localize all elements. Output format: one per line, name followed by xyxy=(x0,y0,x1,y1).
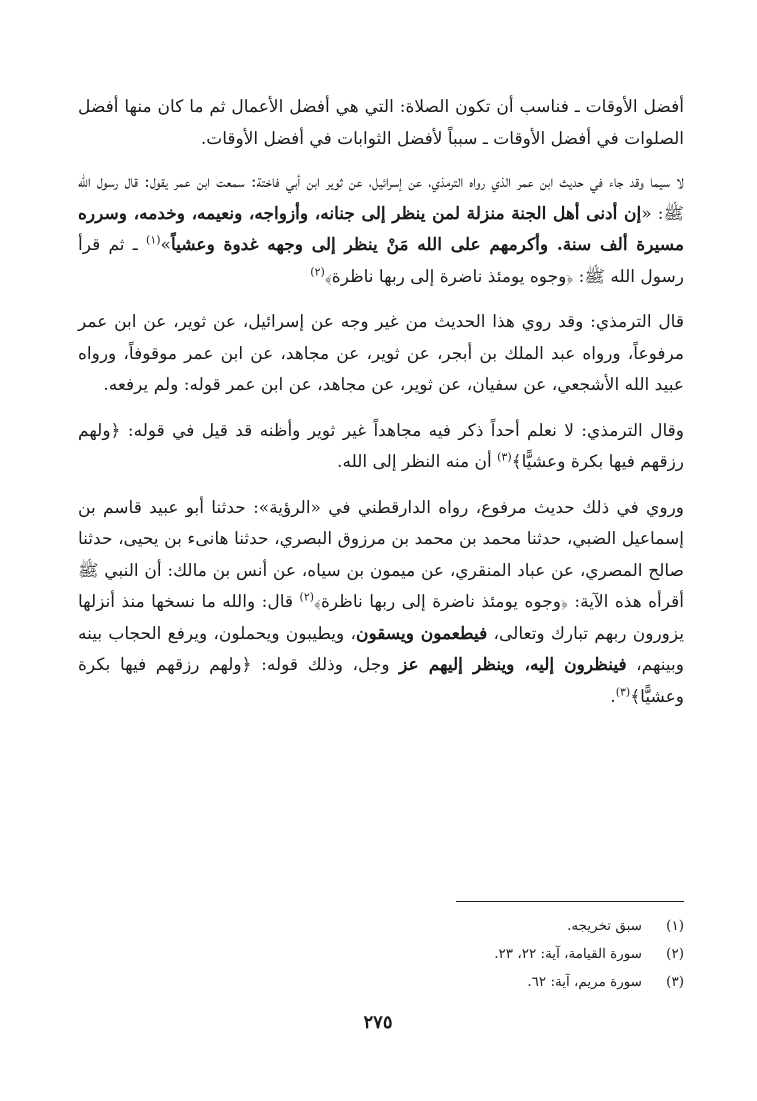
footnote-ref-3: (٣) xyxy=(615,684,631,698)
paragraph-5-bold-1: فيطعمون ويسقون xyxy=(355,623,488,644)
paragraph-4 xyxy=(78,416,684,479)
hadith-close-quote: » xyxy=(160,235,171,255)
paragraph-4-text: وقال الترمذي: لا نعلم أحداً ذكر فيه مجاهداً غير ثوير وأظنه قد قيل في قوله: ﴿ولهم رزقهم فيها بكرة وعشيًّا﴾ xyxy=(78,420,684,472)
paragraph-5-text-3: ، ويطيبون ويحملون، ويرفع الحجاب بينه وبينهم، xyxy=(78,623,684,675)
footnote-text: سورة مريم، آية: ٦٢. xyxy=(527,974,642,990)
hadith-text: إن أدنى أهل الجنة منزلة لمن ينظر إلى جنانه، وأزواجه، ونعيمه، وخدمه، وسرره مسيرة ألف سنة. وأكرمهم على الله مَنْ ينظر إلى وجهه غدوة وعشياً xyxy=(78,203,684,255)
footnote-ref-2: (٢) xyxy=(299,590,315,604)
paragraph-5-end: . xyxy=(610,686,616,707)
paragraph-5-bold-2: فينظرون إليه، وينظر إليهم عز xyxy=(399,655,627,675)
paragraph-5-text-4: وجل، وذلك قوله: ﴿ولهم رزقهم فيها بكرة وعشيًّا﴾ xyxy=(78,655,684,707)
footnote-ref-1: (١) xyxy=(146,233,161,247)
paragraph-1: أفضل الأوقات ـ فناسب أن تكون الصلاة: التي هي أفضل الأعمال ثم ما كان منها أفضل الصلوات في أفضل الأوقات ـ سبباً لأفضل الثوابات في أفضل الأوقات. xyxy=(78,97,684,149)
paragraph-5-text: وروي في ذلك حديث مرفوع، رواه الدارقطني في «الرؤية»: حدثنا أبو عبيد قاسم بن إسماعيل الضبي، حدثنا محمد بن محمد بن مرزوق البصري، حدثنا هانىء بن يحيى، حدثنا صالح المصري، عن عباد المنقري، عن ميمون بن سياه، عن أنس بن مالك: أن النبي ﷺ أقرأه هذه الآية: ﴿وجوه يومئذ ناضرة إلى ربها ناظرة﴾ xyxy=(78,497,684,612)
quran-verse: ـ ثم قرأ رسول الله ﷺ: ﴿وجوه يومئذ ناضرة إلى ربها ناظرة﴾ xyxy=(78,235,684,287)
footnote-divider xyxy=(456,901,684,902)
footnote-number: (١) xyxy=(666,918,684,934)
page-number: ٢٧٥ xyxy=(363,1012,393,1033)
paragraph-2 xyxy=(78,167,684,293)
footnote-text: سورة القيامة، آية: ٢٢، ٢٣. xyxy=(494,946,642,962)
footnote-item xyxy=(300,940,684,968)
footnote-item xyxy=(300,912,684,940)
paragraph-5 xyxy=(78,493,684,714)
paragraph-3: قال الترمذي: وقد روي هذا الحديث من غير وجه عن إسرائيل، عن ثوير، عن ابن عمر مرفوعاً، ورواه عبد الملك بن أبجر، عن ثوير، عن مجاهد، عن ابن عمر موقوفاً، ورواه عبيد الله الأشجعي، عن سفيان، عن ثوير، عن مجاهد، عن ابن عمر قوله: ولم يرفعه. xyxy=(78,312,684,395)
footnote-ref-3: (٣) xyxy=(497,450,512,464)
footnote-number: (٣) xyxy=(666,974,684,990)
paragraph-5-text-2: قال: والله ما نسخها منذ أنزلها يزورون ربهم تبارك وتعالى، xyxy=(78,592,684,644)
footnote-item xyxy=(300,968,684,996)
hadith-intro: لا سيما وقد جاء في حديث ابن عمر الذي رواه الترمذي، عن إسرائيل، عن ثوير ابن أبي فاختة: سمعت ابن عمر يقول: قال رسول الله ﷺ: « xyxy=(78,172,684,224)
paragraph-4-end: أن منه النظر إلى الله. xyxy=(337,452,498,472)
footnotes xyxy=(300,912,684,996)
main-text xyxy=(78,92,684,727)
footnote-ref-2: (٢) xyxy=(310,264,325,278)
footnote-text: سبق تخريجه. xyxy=(567,918,642,934)
footnote-number: (٢) xyxy=(666,946,684,962)
